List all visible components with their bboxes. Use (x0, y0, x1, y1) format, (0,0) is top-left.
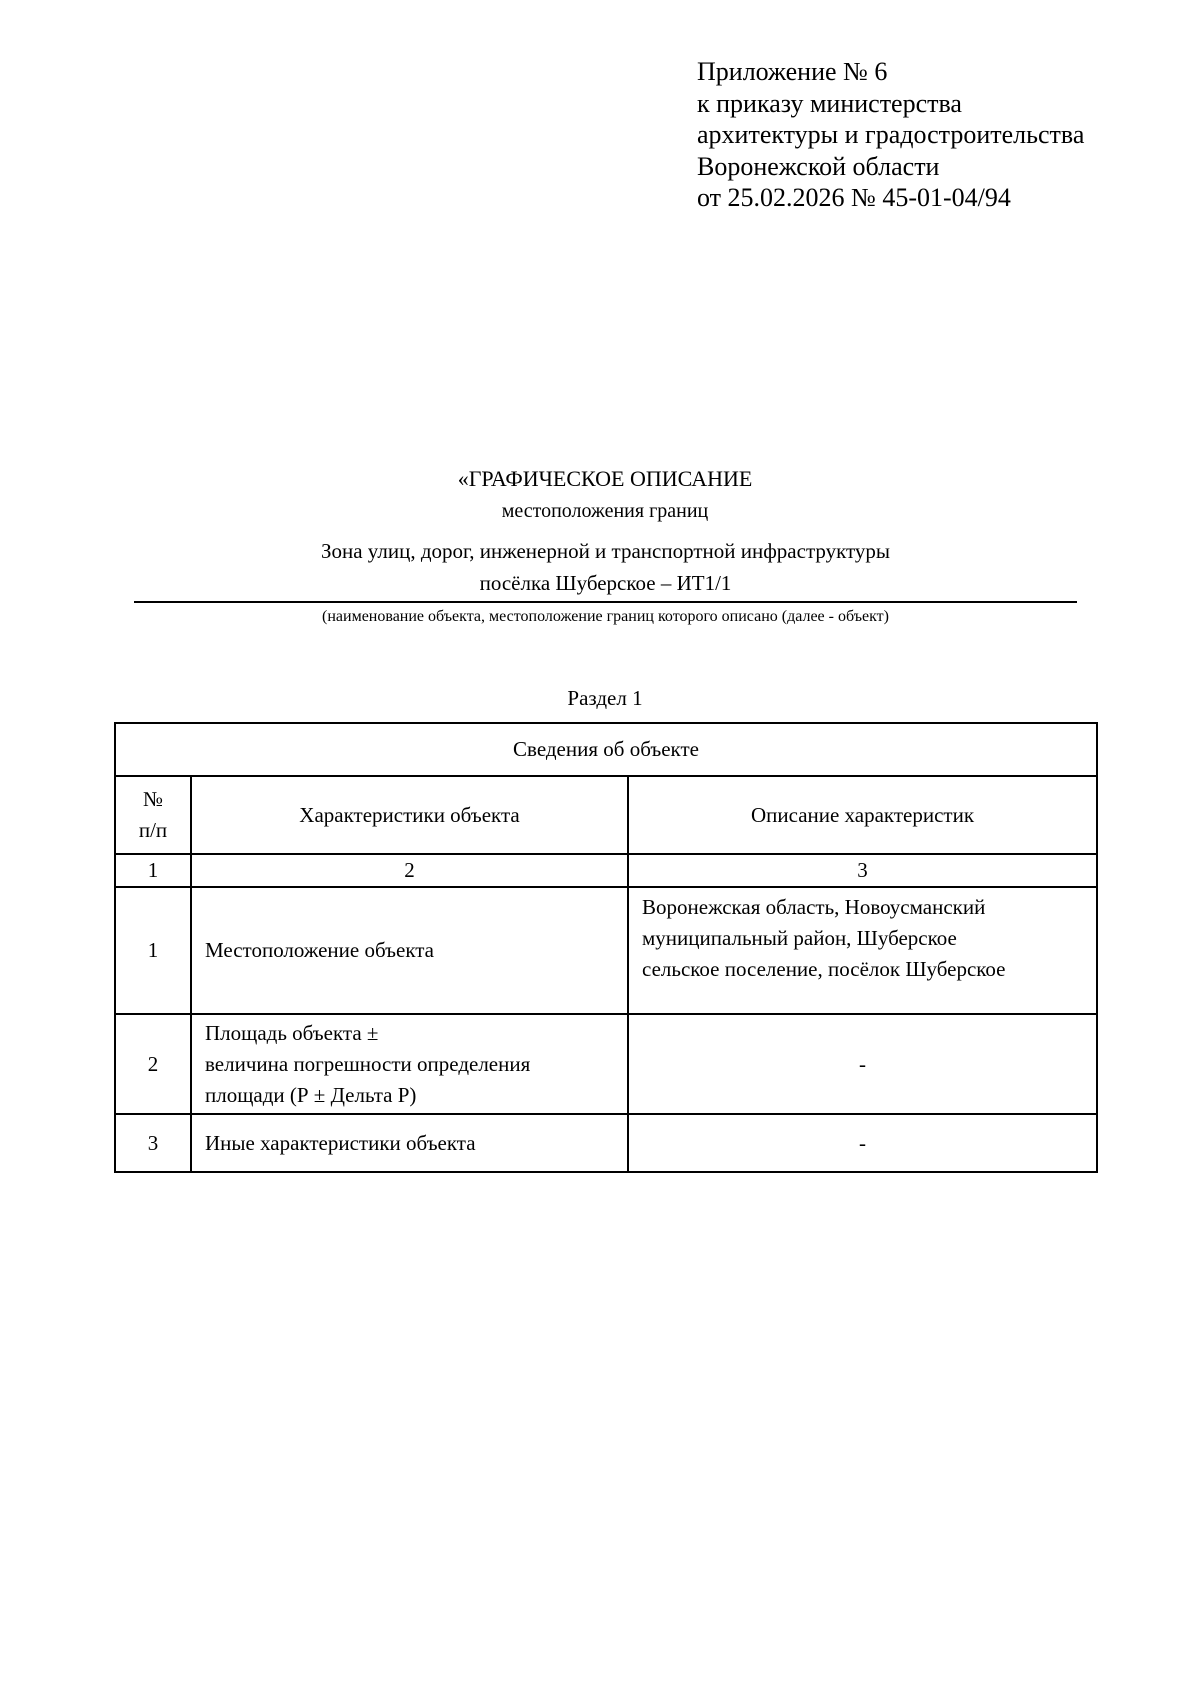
appendix-line: к приказу министерства (697, 88, 962, 118)
column-number-row (115, 854, 1097, 887)
object-name (134, 535, 1077, 599)
table-header-row (115, 723, 1097, 776)
document-subtitle: местоположения границ (501, 500, 709, 522)
column-header-characteristics: Характеристики объекта (191, 776, 628, 854)
table-header: Сведения об объекте (115, 723, 1097, 776)
row-characteristic (191, 1014, 628, 1114)
appendix-line: от 25.02.2026 № 45-01-04/94 (697, 183, 1011, 212)
column-header-line: п/п (138, 818, 168, 842)
document-title-block (0, 462, 1200, 526)
row-description-line: Воронежская область, Новоусманский (642, 895, 986, 919)
row-description: - (628, 1014, 1097, 1114)
row-characteristic-line: величина погрешности определения (205, 1051, 531, 1076)
appendix-note (697, 56, 1084, 214)
table-row (115, 1014, 1097, 1114)
column-header-description: Описание характеристик (628, 776, 1097, 854)
row-description (628, 887, 1097, 1014)
row-description: - (628, 1114, 1097, 1172)
column-header-row (115, 776, 1097, 854)
column-header-line: № (142, 787, 164, 811)
appendix-line: архитектуры и градостроительства (697, 120, 1085, 149)
appendix-line: Воронежской области (697, 151, 940, 181)
row-number: 3 (115, 1114, 191, 1172)
object-name-line: посёлка Шуберское – ИТ1/1 (479, 571, 732, 595)
column-number: 1 (115, 854, 191, 887)
row-characteristic: Местоположение объекта (191, 887, 628, 1014)
row-number: 1 (115, 887, 191, 1014)
row-description-line: сельское поселение, посёлок Шуберское (642, 957, 1006, 981)
object-name-line: Зона улиц, дорог, инженерной и транспортной инфраструктуры (320, 539, 891, 563)
column-header-number (115, 776, 191, 854)
column-number: 2 (191, 854, 628, 887)
table-row (115, 887, 1097, 1014)
row-number: 2 (115, 1014, 191, 1114)
row-characteristic: Иные характеристики объекта (191, 1114, 628, 1172)
row-characteristic-line: Площадь объекта ± (205, 1020, 379, 1045)
row-characteristic-line: площади (Р ± Дельта Р) (205, 1082, 417, 1107)
row-description-line: муниципальный район, Шуберское (642, 926, 957, 950)
column-number: 3 (628, 854, 1097, 887)
appendix-line: Приложение № 6 (697, 57, 888, 86)
object-name-caption: (наименование объекта, местоположение границ которого описано (далее - объект) (322, 608, 889, 625)
table-row (115, 1114, 1097, 1172)
object-name-underline (134, 601, 1077, 603)
object-info-table (114, 722, 1098, 1173)
document-title: «ГРАФИЧЕСКОЕ ОПИСАНИЕ (457, 466, 753, 491)
section-title: Раздел 1 (567, 686, 643, 710)
